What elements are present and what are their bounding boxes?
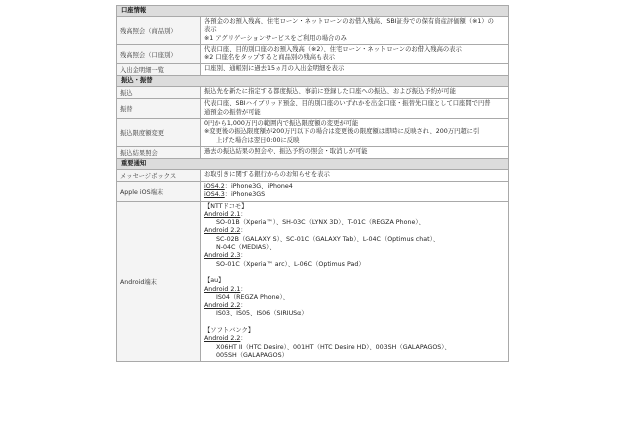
row-value [201, 45, 509, 64]
table-row [117, 45, 509, 65]
value-line: 通預金の振替が可能 [204, 108, 261, 116]
value-line: 過去の振込結果の照会や、振込予約の照会・取消しが可能 [204, 147, 368, 155]
row-value [201, 202, 509, 362]
version-link[interactable]: iOS4.3 [204, 191, 225, 199]
value-line [204, 191, 505, 199]
table-row [117, 99, 509, 119]
row-label: Apple iOS端末 [117, 182, 201, 201]
version-devices: ：iPhone3GS [224, 191, 266, 199]
value-line: お取引きに関する銀行からのお知らせを表示 [204, 170, 330, 178]
value-line: 005SH（GALAPAGOS） [216, 351, 288, 359]
value-line: ※1 アグリゲーションサービスをご利用の場合のみ [204, 34, 347, 42]
version-devices: ： [240, 285, 247, 293]
version-link[interactable]: Android 2.1 [204, 210, 241, 218]
version-devices: ： [240, 302, 247, 310]
table-row [117, 170, 509, 182]
version-devices: ： [240, 227, 247, 235]
row-label: 残高照会（商品別） [117, 17, 201, 44]
row-label: 振替 [117, 99, 201, 118]
table-row [117, 147, 509, 159]
row-value [201, 119, 509, 146]
value-line: 各預金のお預入残高、住宅ローン・ネットローンのお借入残高、SBI証券での保有資産評価額（※1）の [204, 18, 494, 25]
row-label: 振込 [117, 87, 201, 98]
value-line: 代表口座、目的別口座のお預入残高（※2）、住宅ローン・ネットローンのお借入残高の表示 [204, 45, 462, 53]
row-value [201, 17, 509, 44]
value-line [204, 269, 505, 277]
value-line: 【au】 [204, 277, 225, 285]
version-link[interactable]: Android 2.2 [204, 227, 241, 235]
value-line: 口座別、通帳別に過去15ヵ月の入出金明細を表示 [204, 65, 345, 73]
service-info-table [116, 5, 509, 362]
table-row [117, 17, 509, 45]
version-devices: ： [240, 210, 247, 218]
value-line: 表示 [204, 26, 217, 34]
value-line: 振込先を新たに指定する都度振込、事前に登録した口座への振込、および振込予約が可能 [204, 88, 456, 96]
row-label: メッセージボックス [117, 170, 201, 181]
value-line [204, 286, 505, 294]
section-header: 重要通知 [117, 159, 509, 169]
table-row [117, 202, 509, 363]
table-row [117, 64, 509, 76]
value-line: X06HT II（HTC Desire）、001HT（HTC Desire HD）、003SH（GALAPAGOS）、 [216, 343, 451, 351]
value-line: SC-02B（GALAXY S）、SC-01C（GALAXY Tab）、L-04C（Optimus chat）、 [216, 235, 440, 243]
value-line [204, 335, 505, 343]
value-line [204, 302, 505, 310]
row-label: 振込結果照会 [117, 147, 201, 158]
row-value [201, 87, 509, 98]
row-value [201, 170, 509, 181]
value-line: 0円から1,000万円の範囲内で振込限度額の変更が可能 [204, 120, 359, 128]
version-link[interactable]: Android 2.1 [204, 285, 241, 293]
version-link[interactable]: iOS4.2 [204, 182, 225, 190]
row-value [201, 99, 509, 118]
version-devices: ： [240, 335, 247, 343]
value-line: IS04（REGZA Phone）、 [216, 293, 289, 301]
table-row [117, 87, 509, 99]
value-line: SO-01B（Xperia™）、SH-03C（LYNX 3D）、T-01C（REGZA Phone）、 [216, 219, 425, 227]
version-devices: ：iPhone3G、iPhone4 [224, 182, 293, 190]
row-value [201, 64, 509, 75]
row-label: 残高照会（口座別） [117, 45, 201, 64]
version-link[interactable]: Android 2.2 [204, 302, 241, 310]
version-link[interactable]: Android 2.2 [204, 335, 241, 343]
value-line: IS03、IS05、IS06（SIRIUSα） [216, 310, 308, 318]
version-link[interactable]: Android 2.3 [204, 252, 241, 260]
version-devices: ： [240, 252, 247, 260]
value-line [204, 319, 505, 327]
value-line [204, 211, 505, 219]
table-row [117, 182, 509, 202]
value-line [204, 183, 505, 191]
row-value [201, 147, 509, 158]
value-line: 代表口座、SBIハイブリッド預金、目的別口座のいずれかを出金口座・振替先口座として口座間で円普 [204, 100, 491, 108]
row-label: 振込限度額変更 [117, 119, 201, 146]
value-line [204, 252, 505, 260]
value-line: ※2 口座名をタップすると商品別の残高も表示 [204, 54, 335, 62]
table-row [117, 119, 509, 147]
row-label: 入出金明細一覧 [117, 64, 201, 75]
section-header: 口座情報 [117, 6, 509, 16]
value-line: ※変更後の振込限度額が200万円以下の場合は変更後の限度額は即時に反映され、200万円超に引 [204, 128, 480, 136]
row-value [201, 182, 509, 201]
value-line: N-04C（MEDIAS）、 [216, 244, 276, 252]
value-line: 上げた場合は翌日0:00に反映 [216, 136, 300, 144]
value-line: 【NTTドコモ】 [204, 202, 248, 210]
section-header: 振込・振替 [117, 76, 509, 86]
row-label: Android端末 [117, 202, 201, 362]
value-line: SO-01C（Xperia™ arc）、L-06C（Optimus Pad） [216, 260, 365, 268]
value-line: 【ソフトバンク】 [204, 327, 255, 335]
value-line [204, 227, 505, 235]
